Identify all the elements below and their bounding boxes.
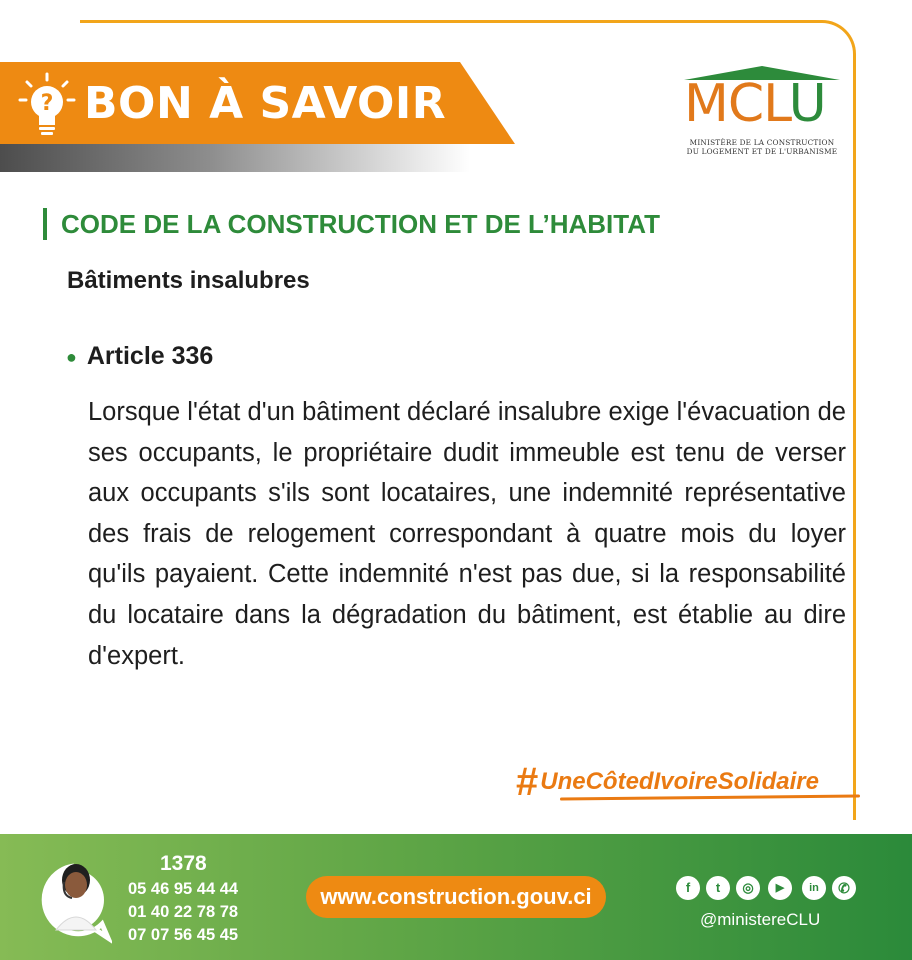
banner-shadow [0,144,470,172]
youtube-icon[interactable]: ▶ [768,876,792,900]
phone-number-2: 01 40 22 78 78 [128,903,239,921]
logo-subtitle: MINISTÈRE DE LA CONSTRUCTION DU LOGEMENT ET DE L'URBANISME [686,138,838,156]
social-handle[interactable]: @ministereCLU [700,910,821,929]
subtitle: Bâtiments insalubres [67,267,310,294]
article-heading [66,342,213,371]
article-body: Lorsque l'état d'un bâtiment déclaré insalubre exige l'évacuation de ses occupants, le propriétaire dudit immeuble est tenu de verser aux occupants s'ils sont locataires, une indemnité représentative des frais de relogement correspondant à quatre mois du loyer qu'ils payaient. Cette indemnité n'est pas due, si la responsabilité du locataire dans la dégradation du bâtiment, est établie au dire d'expert. [88,398,846,670]
linkedin-icon[interactable]: in [802,876,826,900]
article-title: Article 336 [86,342,214,370]
svg-text:?: ? [40,91,54,116]
banner-title: BON À SAVOIR [84,78,447,129]
hashtag-text: UneCôtedIvoireSolidaire [540,768,819,795]
phone-icon[interactable]: ✆ [832,876,856,900]
website-link[interactable]: www.construction.gouv.ci [306,876,606,918]
logo-wordmark: MCLU [684,74,826,134]
instagram-icon[interactable]: ◎ [736,876,760,900]
section-title: CODE DE LA CONSTRUCTION ET DE L’HABITAT [43,208,660,240]
mclu-logo [672,66,852,166]
twitter-icon[interactable]: t [706,876,730,900]
facebook-icon[interactable]: f [676,876,700,900]
phone-number-3: 07 07 56 45 45 [128,926,239,944]
hotline-number: 1378 [160,852,207,875]
phone-number-1: 05 46 95 44 44 [128,880,239,898]
hashtag-symbol: # [516,760,539,804]
bullet-icon: ● [66,346,77,367]
lightbulb-icon [18,72,76,138]
call-center-avatar [36,852,112,944]
